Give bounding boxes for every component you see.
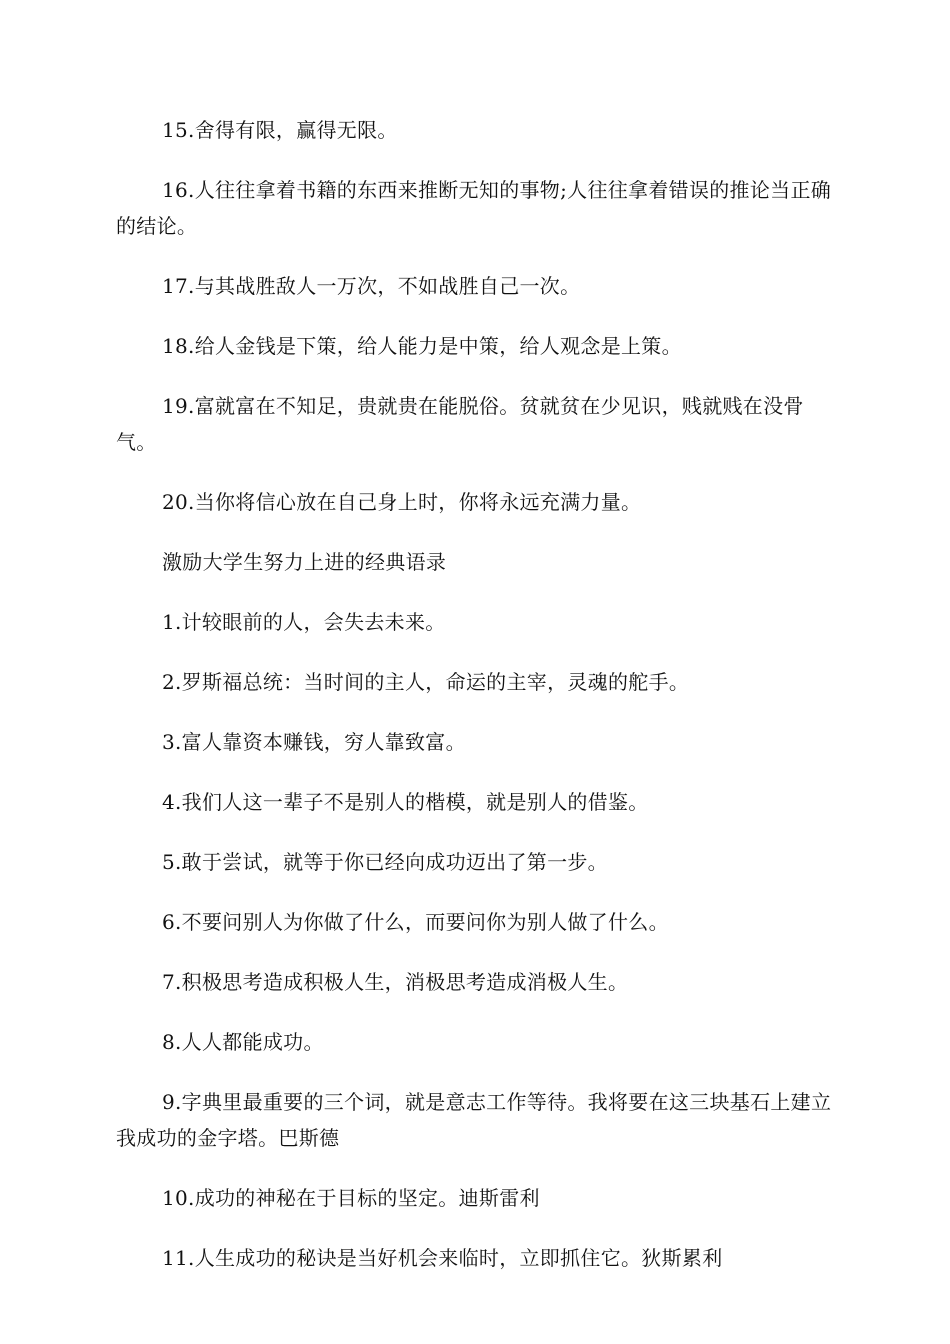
quote-20: 20.当你将信心放在自己身上时，你将永远充满力量。 bbox=[162, 490, 642, 514]
quote-4: 4.我们人这一辈子不是别人的楷模，就是别人的借鉴。 bbox=[162, 790, 649, 814]
quote-2: 2.罗斯福总统：当时间的主人，命运的主宰，灵魂的舵手。 bbox=[162, 670, 690, 694]
quote-1: 1.计较眼前的人，会失去未来。 bbox=[162, 610, 446, 634]
quote-3: 3.富人靠资本赚钱，穷人靠致富。 bbox=[162, 730, 466, 754]
quote-11: 11.人生成功的秘诀是当好机会来临时，立即抓住它。狄斯累利 bbox=[162, 1246, 723, 1270]
quote-7: 7.积极思考造成积极人生，消极思考造成消极人生。 bbox=[162, 970, 629, 994]
quote-8: 8.人人都能成功。 bbox=[162, 1030, 324, 1054]
quote-19: 19.富就富在不知足，贵就贵在能脱俗。贫就贫在少见识，贱就贱在没骨气。 bbox=[116, 394, 804, 454]
quote-6: 6.不要问别人为你做了什么，而要问你为别人做了什么。 bbox=[162, 910, 669, 934]
quote-15: 15.舍得有限，赢得无限。 bbox=[162, 118, 398, 142]
quote-5: 5.敢于尝试，就等于你已经向成功迈出了第一步。 bbox=[162, 850, 608, 874]
quote-18: 18.给人金钱是下策，给人能力是中策，给人观念是上策。 bbox=[162, 334, 682, 358]
quote-10: 10.成功的神秘在于目标的坚定。迪斯雷利 bbox=[162, 1186, 540, 1210]
quote-9: 9.字典里最重要的三个词，就是意志工作等待。我将要在这三块基石上建立我成功的金字塔。巴斯德 bbox=[116, 1090, 832, 1150]
quote-16: 16.人往往拿着书籍的东西来推断无知的事物;人往往拿着错误的推论当正确的结论。 bbox=[116, 178, 832, 238]
document-page bbox=[116, 112, 836, 1300]
section-heading: 激励大学生努力上进的经典语录 bbox=[162, 550, 447, 574]
quote-17: 17.与其战胜敌人一万次，不如战胜自己一次。 bbox=[162, 274, 581, 298]
